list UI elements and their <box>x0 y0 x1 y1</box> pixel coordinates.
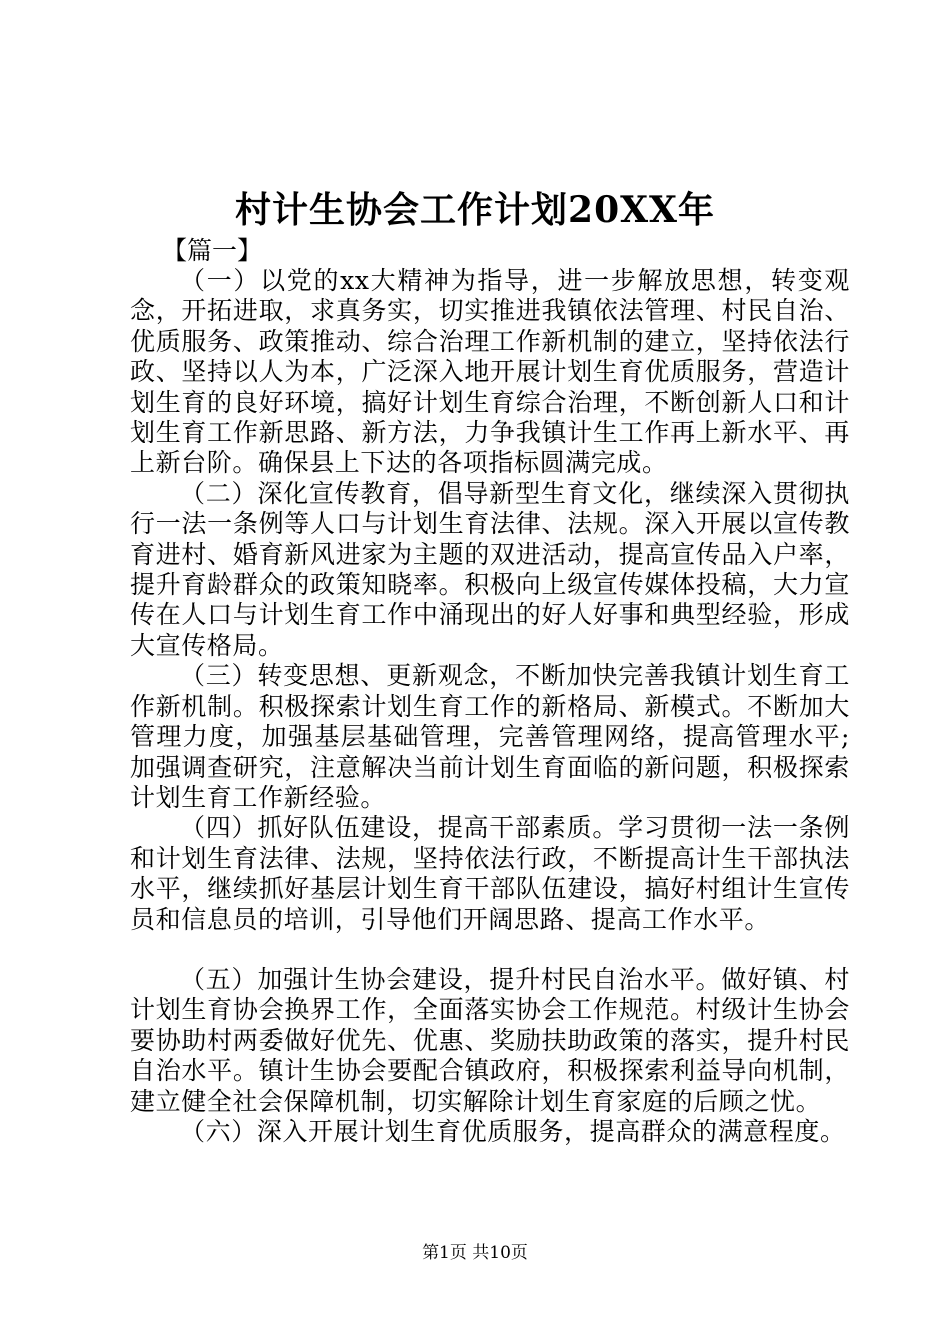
paragraph-4: （四）抓好队伍建设，提高干部素质。学习贯彻一法一条例和计划生育法律、法规，坚持依法行政，不断提高计生干部执法水平，继续抓好基层计划生育干部队伍建设，搞好村组计生宣传员和信息员的培训，引导他们开阔思路、提高工作水平。 <box>130 813 850 934</box>
section-label: 【篇一】 <box>162 236 263 265</box>
document-body <box>130 266 850 1147</box>
paragraph-5: （五）加强计生协会建设，提升村民自治水平。做好镇、村计划生育协会换界工作，全面落实协会工作规范。村级计生协会要协助村两委做好优先、优惠、奖励扶助政策的落实，提升村民自治水平。镇计生协会要配合镇政府，积极探索利益导向机制，建立健全社会保障机制，切实解除计划生育家庭的后顾之忧。 <box>130 964 850 1116</box>
page-footer: 第1页 共10页 <box>422 1243 528 1263</box>
paragraph-3: （三）转变思想、更新观念，不断加快完善我镇计划生育工作新机制。积极探索计划生育工作的新格局、新模式。不断加大管理力度，加强基层基础管理，完善管理网络，提高管理水平;加强调查研究，注意解决当前计划生育面临的新问题，积极探索计划生育工作新经验。 <box>130 661 850 812</box>
paragraph-1: （一）以党的xx大精神为指导，进一步解放思想，转变观念，开拓进取，求真务实，切实推进我镇依法管理、村民自治、优质服务、政策推动、综合治理工作新机制的建立，坚持依法行政、坚持以人为本，广泛深入地开展计划生育优质服务，营造计划生育的良好环境，搞好计划生育综合治理，不断创新人口和计划生育工作新思路、新方法，力争我镇计生工作再上新水平、再上新台阶。确保县上下达的各项指标圆满完成。 <box>130 266 850 478</box>
document-title: 村计生协会工作计划20XX年 <box>235 189 715 231</box>
paragraph-6: （六）深入开展计划生育优质服务，提高群众的满意程度。 <box>180 1116 846 1146</box>
paragraph-2: （二）深化宣传教育，倡导新型生育文化，继续深入贯彻执行一法一条例等人口与计划生育法律、法规。深入开展以宣传教育进村、婚育新风进家为主题的双进活动，提高宣传品入户率，提升育龄群众的政策知晓率。积极向上级宣传媒体投稿，大力宣传在人口与计划生育工作中涌现出的好人好事和典型经验，形成大宣传格局。 <box>130 478 850 660</box>
